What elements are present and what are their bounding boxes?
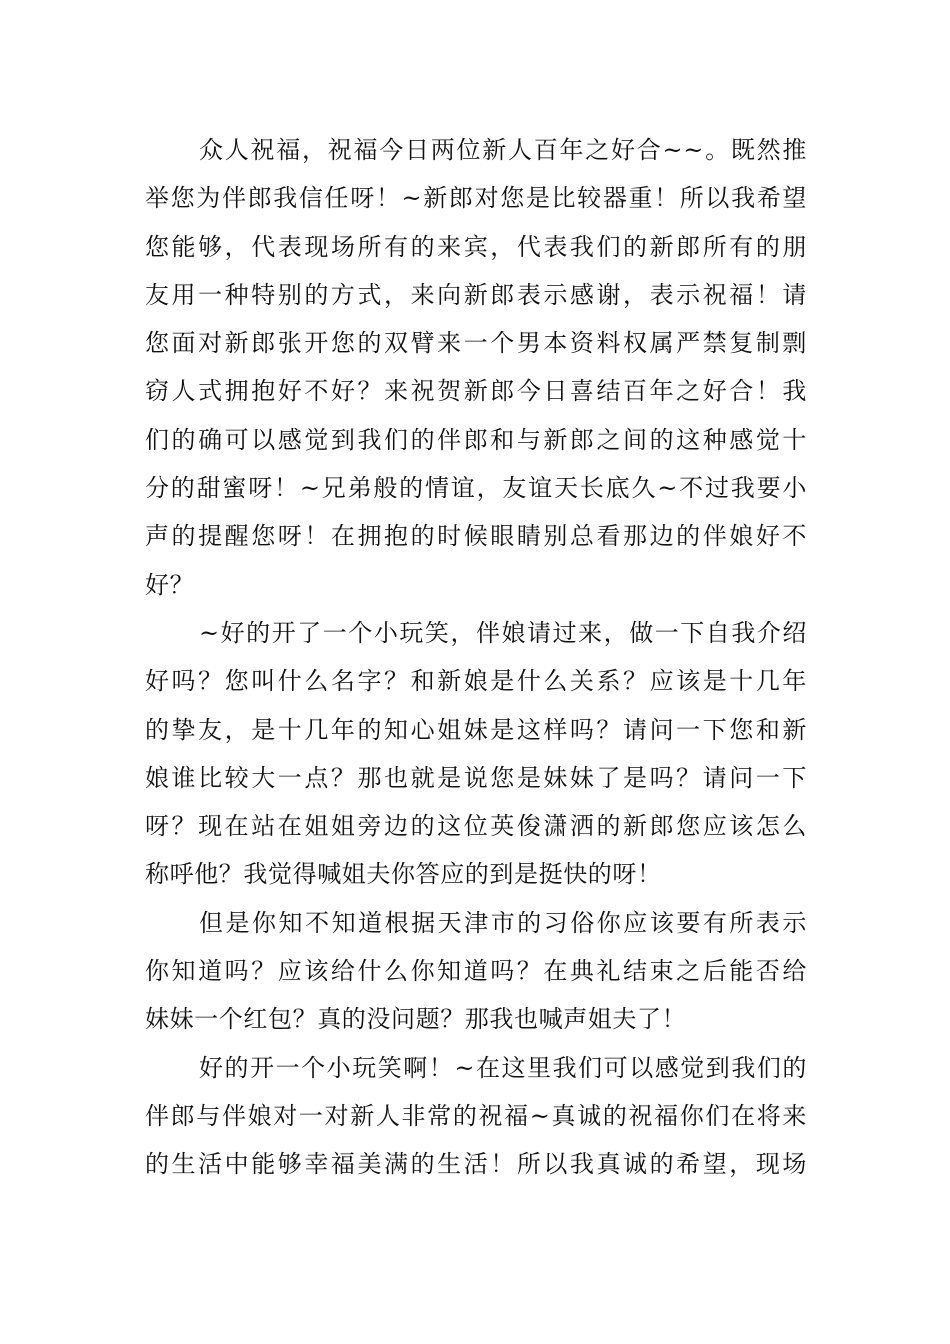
- paragraph-line: 妹妹一个红包？真的没问题？那我也喊声姐夫了！: [145, 1005, 687, 1034]
- paragraph-line: 的挚友，是十几年的知心姐妹是这样吗？请问一下您和新: [145, 715, 807, 744]
- paragraph-line: 友用一种特别的方式，来向新郎表示感谢，表示祝福！请: [145, 280, 807, 309]
- paragraph-line: 窃人式拥抱好不好？来祝贺新郎今日喜结百年之好合！我: [145, 377, 807, 406]
- paragraph-line: 您面对新郎张开您的双臂来一个男本资料权属严禁复制剽: [145, 329, 807, 358]
- paragraph-line: 您能够，代表现场所有的来宾，代表我们的新郎所有的朋: [145, 232, 807, 261]
- paragraph-line: 你知道吗？应该给什么你知道吗？在典礼结束之后能否给: [145, 957, 807, 986]
- paragraph-line: 称呼他？我觉得喊姐夫你答应的到是挺快的呀！: [145, 860, 662, 889]
- paragraph-line: 好吗？您叫什么名字？和新娘是什么关系？应该是十几年: [145, 667, 807, 696]
- paragraph-line: 们的确可以感觉到我们的伴郎和与新郎之间的这种感觉十: [145, 425, 807, 454]
- paragraph-line: 众人祝福，祝福今日两位新人百年之好合~~。既然推: [199, 136, 807, 164]
- paragraph-line: 但是你知不知道根据天津市的习俗你应该要有所表示: [199, 908, 807, 937]
- paragraph-line: 好？: [145, 570, 195, 599]
- paragraph-line: 分的甜蜜呀！~兄弟般的情谊，友谊天长底久~不过我要小: [145, 474, 807, 503]
- paragraph-line: 娘谁比较大一点？那也就是说您是妹妹了是吗？请问一下: [145, 763, 807, 792]
- paragraph-line: 声的提醒您呀！在拥抱的时候眼睛别总看那边的伴娘好不: [145, 522, 807, 551]
- paragraph-line: 呀？现在站在姐姐旁边的这位英俊潇洒的新郎您应该怎么: [145, 812, 807, 841]
- paragraph-line: 的生活中能够幸福美满的生活！所以我真诚的希望，现场: [145, 1150, 807, 1179]
- paragraph-line: 举您为伴郎我信任呀！~新郎对您是比较器重！所以我希望: [145, 184, 807, 213]
- paragraph-line: ~好的开了一个小玩笑，伴娘请过来，做一下自我介绍: [199, 618, 807, 647]
- paragraph-line: 伴郎与伴娘对一对新人非常的祝福~真诚的祝福你们在将来: [145, 1101, 807, 1130]
- paragraph-line: 好的开一个小玩笑啊！~在这里我们可以感觉到我们的: [199, 1053, 807, 1082]
- document-body: [145, 126, 807, 1189]
